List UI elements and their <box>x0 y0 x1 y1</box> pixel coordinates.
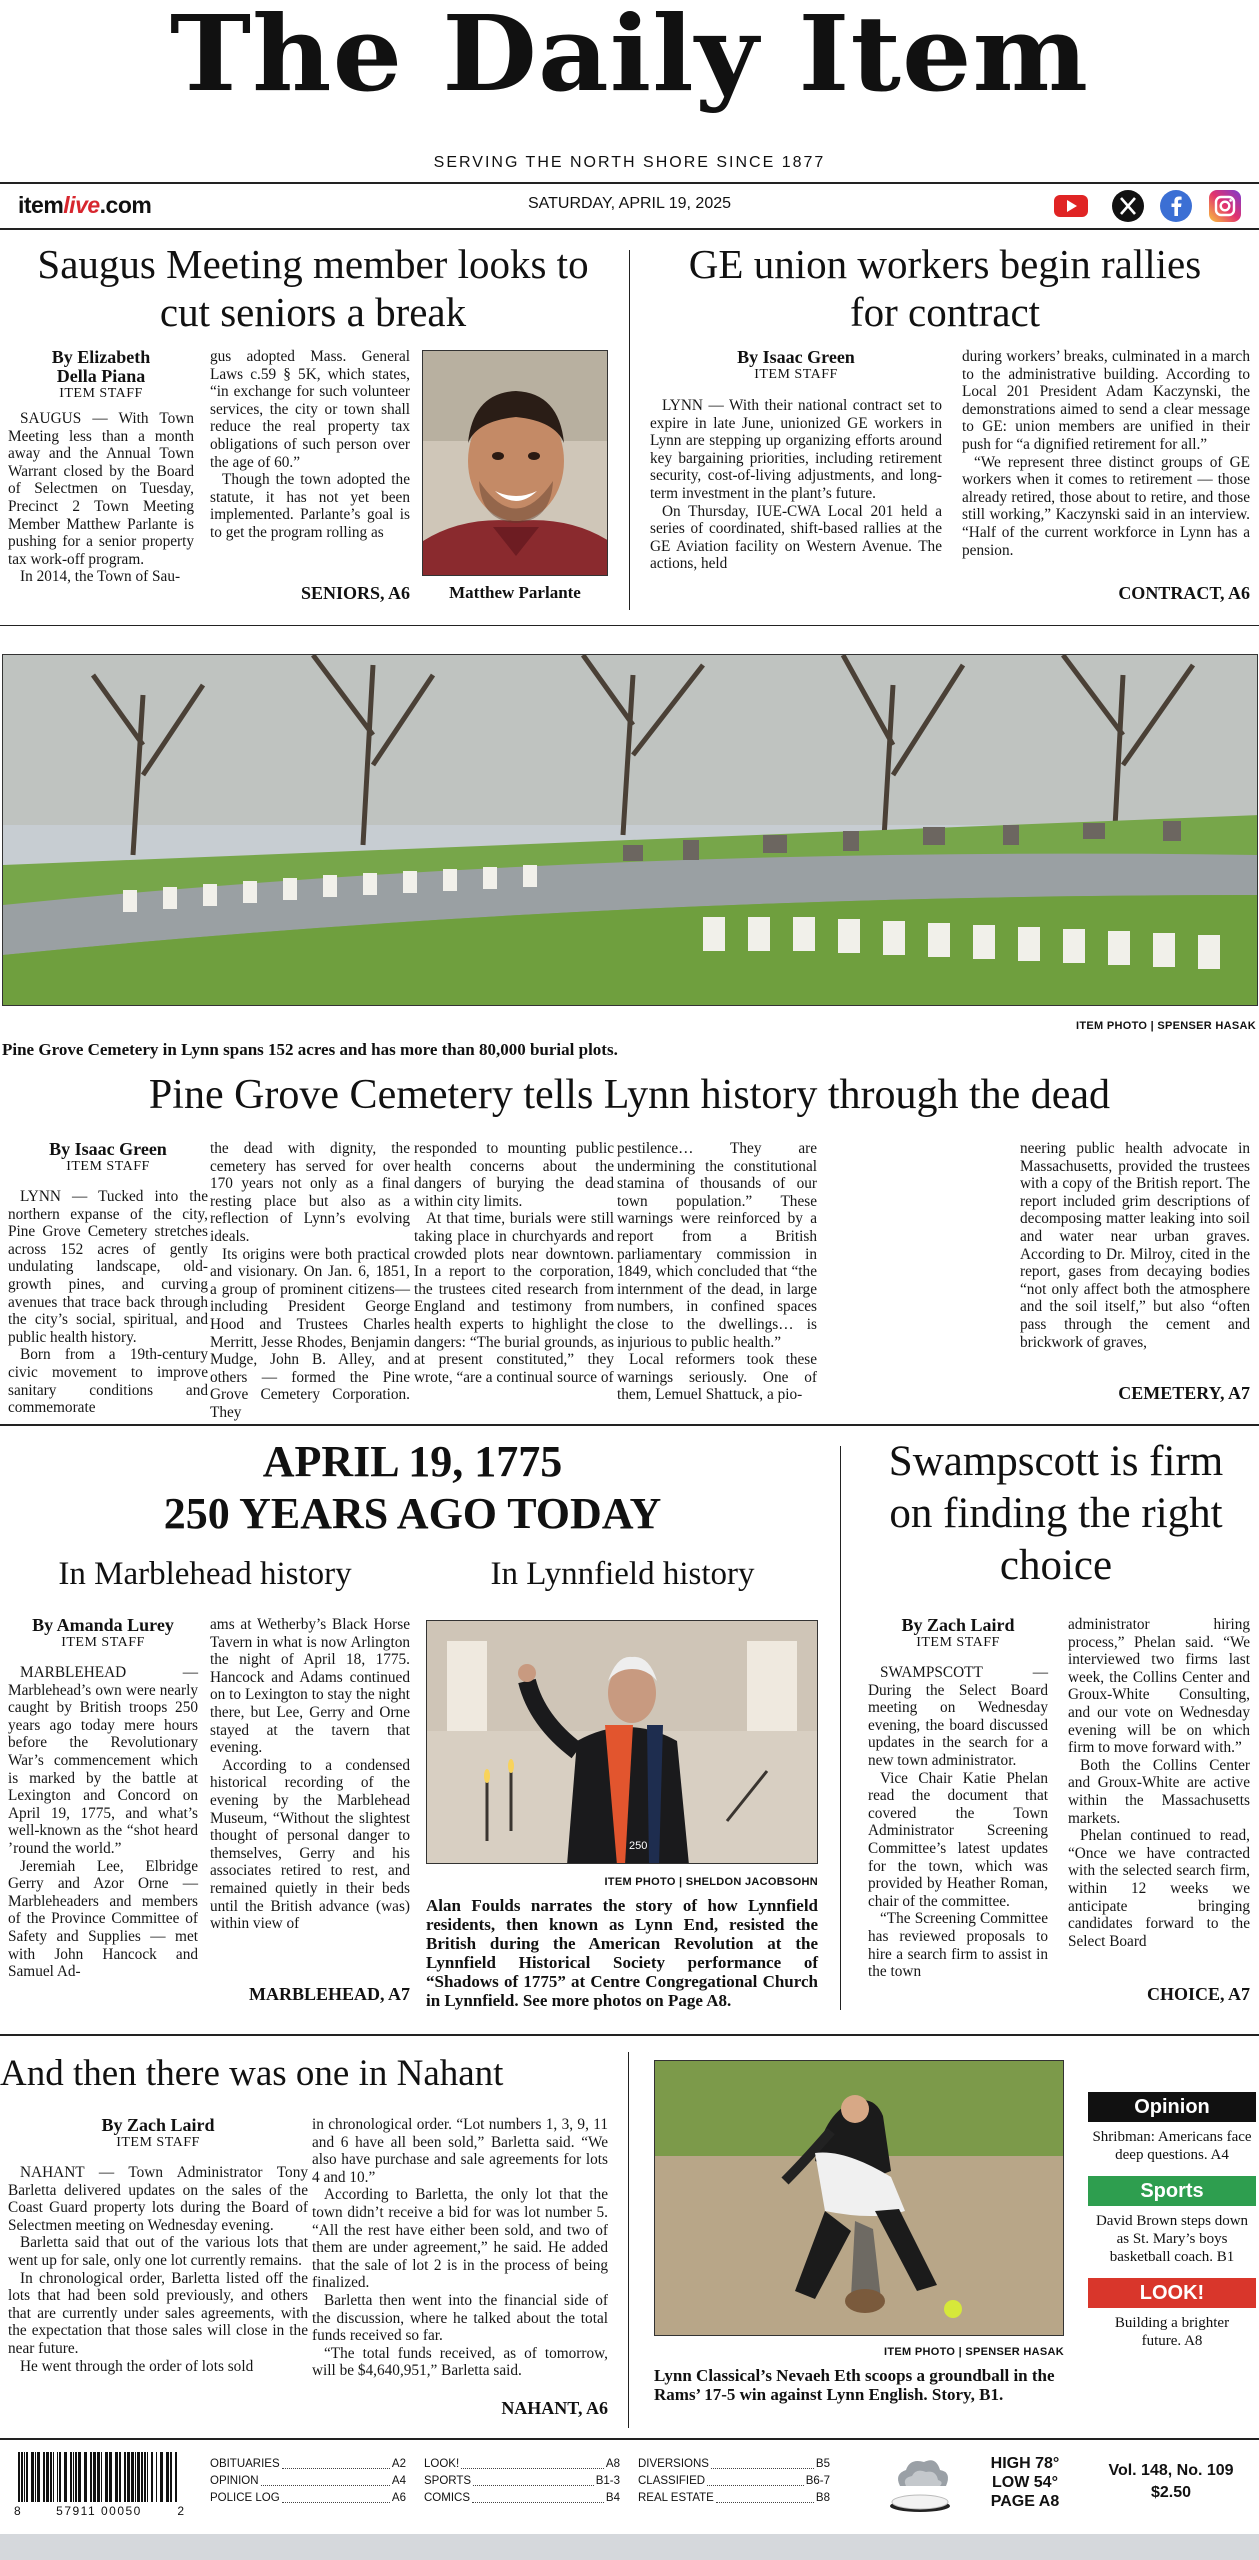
swampscott-col1-p1: SWAMPSCOTT — During the Select Board meeting on Wednesday evening, the board discussed updates in the search for a new town administrator. <box>868 1664 1048 1769</box>
volume-number: Vol. 148, No. 109 <box>1108 2462 1234 2479</box>
index-page: B8 <box>815 2492 830 2504</box>
swampscott-staff: ITEM STAFF <box>916 1635 1000 1650</box>
swampscott-jump[interactable]: CHOICE, A7 <box>1146 1984 1250 2004</box>
swampscott-col1-p3: “The Screening Committee has reviewed proposals to hire a search firm to assist in the town <box>868 1910 1048 1981</box>
swampscott-headline[interactable]: Swampscott is firm on finding the right choice <box>888 1438 1224 1589</box>
saugus-jump[interactable]: SENIORS, A6 <box>300 583 410 603</box>
promo-look-text: Building a brighter future. A8 <box>1114 2315 1230 2349</box>
instagram-icon[interactable] <box>1209 190 1241 222</box>
ge-jump[interactable]: CONTRACT, A6 <box>1118 583 1250 603</box>
nahant-col2 <box>312 2116 608 2380</box>
cemetery-byline-block <box>8 1140 208 1175</box>
cemetery-col1-p2: Born from a 19th-century civic movement to improve sanitary conditions and commemorate <box>8 1346 208 1417</box>
index-name: POLICE LOG <box>210 2492 280 2504</box>
index-name: DIVERSIONS <box>638 2458 709 2470</box>
barcode-bar <box>31 2452 34 2502</box>
nahant-col2-p4: “The total funds received, as of tomorrow, will be $4,640,951,” Barletta said. <box>312 2344 608 2380</box>
barcode-bar <box>151 2452 153 2502</box>
ge-col1-p2: On Thursday, IUE-CWA Local 201 held a series of coordinated, shift-based rallies at the GE Aviation facility on Western Avenue. The actions, held <box>650 502 942 573</box>
barcode-bar <box>115 2452 118 2502</box>
barcode-bar <box>175 2452 177 2502</box>
barcode-bar <box>156 2452 157 2502</box>
price: $2.50 <box>1150 2484 1192 2501</box>
index-name: LOOK! <box>424 2458 460 2470</box>
nahant-col2-p3: Barletta then went into the financial side of the discussion, where he talked about the total funds received so far. <box>312 2291 608 2345</box>
barcode-bar <box>37 2452 40 2502</box>
marblehead-byline-block <box>8 1616 198 1651</box>
marblehead-jump[interactable]: MARBLEHEAD, A7 <box>248 1984 410 2004</box>
cemetery-headline[interactable]: Pine Grove Cemetery tells Lynn history through the dead <box>148 1072 1111 1118</box>
barcode-bar <box>124 2452 126 2502</box>
promo-look[interactable] <box>1088 2278 1256 2350</box>
nahant-jump[interactable]: NAHANT, A6 <box>501 2398 608 2418</box>
youtube-icon[interactable] <box>1054 194 1088 218</box>
swampscott-col2-p3: Phelan continued to read, “Once we have contracted with the selected search firm, within 12 weeks we anticipate bringing candidates forward to the Select Board <box>1068 1827 1250 1950</box>
site-accent: live <box>63 192 100 218</box>
weather-icon <box>880 2450 960 2514</box>
saugus-col1 <box>8 410 194 586</box>
cemetery-photo-credit: ITEM PHOTO | SPENSER HASAK <box>1076 1020 1256 1032</box>
index-page: A2 <box>391 2458 406 2470</box>
marblehead-col2 <box>210 1616 410 1933</box>
barcode-bar <box>43 2452 45 2502</box>
barcode-bar <box>109 2452 112 2502</box>
saugus-byline: By Elizabeth Della Piana <box>51 347 151 386</box>
barcode-bar <box>35 2452 36 2502</box>
nahant-col1-p1: NAHANT — Town Administrator Tony Barletta delivered updates on the sales of the Coast Guard property lots during the Board of Selectmen meeting on Wednesday evening. <box>8 2164 308 2234</box>
volume-block <box>1090 2462 1252 2502</box>
column-divider-bottom <box>628 2052 629 2428</box>
ge-headline[interactable]: GE union workers begin rallies for contract <box>688 241 1202 335</box>
index-name: CLASSIFIED <box>638 2475 706 2487</box>
saugus-col2-p1: gus adopted Mass. General Laws c.59 § 5K, which states, “in exchange for such volunteer services, the city or town shall reduce the real property tax obligations of such person over the age of 60.” <box>210 348 410 471</box>
index-row[interactable] <box>424 2490 620 2507</box>
barcode-bar <box>84 2452 87 2502</box>
cemetery-col3-p1: responded to mounting public health concerns about the dangers of burying the dead within city limits. <box>414 1140 614 1210</box>
cemetery-col2-p1: the dead with dignity, the cemetery has served for over 170 years not only as a final resting place but also as a reflection of Lynn’s evolving ideals. <box>210 1140 410 1245</box>
softball-photo-caption: Lynn Classical’s Nevaeh Eth scoops a groundball in the Rams’ 17-5 win against Lynn English. Story, B1. <box>654 2366 1055 2404</box>
barcode-bar <box>135 2452 136 2502</box>
foulds-photo-credit: ITEM PHOTO | SHELDON JACOBSOHN <box>604 1876 818 1888</box>
barcode-bar <box>147 2452 148 2502</box>
index-page: A8 <box>605 2458 620 2470</box>
weather-high: HIGH 78° <box>990 2455 1060 2472</box>
promo-sports[interactable] <box>1088 2176 1256 2266</box>
barcode-bar <box>131 2452 134 2502</box>
ge-byline-block <box>650 348 942 383</box>
nahant-byline-block <box>8 2116 308 2151</box>
barcode-bar <box>93 2452 96 2502</box>
index-row[interactable] <box>424 2473 620 2490</box>
cemetery-col4-p1: pestilence… They are undermining the constitutional stamina of thousands of our town population.” These warnings were reinforced by a report from a British parliamentary commission in 1849, which concluded that “the internment of the dead, in large numbers, in confined spaces close to the dwellings… is injurious to public health.” <box>617 1140 817 1351</box>
topbar <box>0 184 1259 228</box>
swampscott-col1-p2: Vice Chair Katie Phelan read the document that covered the Town Administrator Screening Committee’s latest updates for the town, which was provided by Heather Roman, chair of the committee. <box>868 1769 1048 1910</box>
barcode-bar <box>119 2452 121 2502</box>
barcode-bar <box>21 2452 23 2502</box>
nahant-headline[interactable]: And then there was one in Nahant <box>0 2053 504 2094</box>
masthead-rule-bottom <box>0 228 1259 230</box>
masthead-title: The Daily Item <box>169 0 1090 115</box>
issue-date: SATURDAY, APRIL 19, 2025 <box>527 195 732 212</box>
anniversary-headline-line2: 250 YEARS AGO TODAY <box>163 1489 662 1538</box>
barcode-bar <box>73 2452 74 2502</box>
masthead-tagline: SERVING THE NORTH SHORE SINCE 1877 <box>433 154 826 171</box>
foulds-photo-caption: Alan Foulds narrates the story of how Lynnfield residents, then known as Lynn End, resisted the British during the American Revolution at the Lynnfield Historical Society performance of “Shadows of 1775” at Centre Congregational Church in Lynnfield. See more photos on Page A8. <box>426 1896 818 2010</box>
promo-look-label: LOOK! <box>1088 2278 1256 2308</box>
barcode-bar <box>26 2452 28 2502</box>
barcode-bar <box>97 2452 100 2502</box>
barcode <box>14 2452 184 2516</box>
index-name: COMICS <box>424 2492 470 2504</box>
cemetery-col3-p2: At that time, burials were still taking place in churchyards and crowded plots near downtown. In a report to the corporation, the trustees cited research from England and testimony from health experts to highlight the dangers: “The burial grounds, as at present constituted,” they wrote, “are a continual source of <box>414 1210 614 1386</box>
column-divider-mid <box>840 1446 841 2010</box>
masthead <box>0 0 1259 182</box>
ge-byline: By Isaac Green <box>737 347 855 367</box>
barcode-bar <box>127 2452 130 2502</box>
marblehead-subhead[interactable]: In Marblehead history <box>58 1556 352 1592</box>
barcode-bars <box>14 2452 184 2502</box>
barcode-bar <box>101 2452 102 2502</box>
barcode-bar <box>57 2452 58 2502</box>
barcode-bar <box>70 2452 72 2502</box>
column-divider-top <box>629 250 630 610</box>
saugus-staff: ITEM STAFF <box>59 386 143 401</box>
cemetery-photo[interactable] <box>2 654 1258 1006</box>
index-page: B6-7 <box>805 2475 830 2487</box>
ge-staff: ITEM STAFF <box>754 367 838 382</box>
barcode-bar <box>53 2452 54 2502</box>
weather-low: LOW 54° <box>992 2474 1058 2491</box>
index-page: B1-3 <box>595 2475 620 2487</box>
barcode-bar <box>78 2452 81 2502</box>
barcode-bar <box>46 2452 49 2502</box>
nahant-col1-p4: He went through the order of lots sold <box>20 2357 254 2375</box>
foulds-photo[interactable] <box>426 1620 818 1864</box>
promo-sports-label: Sports <box>1088 2176 1256 2206</box>
index-row[interactable] <box>210 2490 406 2507</box>
section-rule-1 <box>0 625 1259 626</box>
saugus-headline[interactable]: Saugus Meeting member looks to cut seniors a break <box>37 241 589 335</box>
promo-opinion-label: Opinion <box>1088 2092 1256 2122</box>
barcode-bar <box>137 2452 140 2502</box>
cemetery-col3 <box>414 1140 614 1386</box>
marblehead-col1-p2: Jeremiah Lee, Elbridge Gerry and Azor Orne — Marbleheaders and members of the Province Committee of Safety and Supplies — met with John Hancock and Samuel Ad- <box>8 1857 198 1981</box>
footer-rule <box>0 2438 1259 2440</box>
cemetery-staff: ITEM STAFF <box>66 1159 150 1174</box>
index-page: A6 <box>391 2492 406 2504</box>
index-name: OPINION <box>210 2475 259 2487</box>
barcode-bar <box>24 2452 25 2502</box>
index-row[interactable] <box>638 2490 830 2507</box>
saugus-col1-p2: In 2014, the Town of Sau- <box>20 568 181 586</box>
cemetery-col2-p2: Its origins were both practical and visionary. On Jan. 6, 1851, a group of prominent citizens—including President George Hood and Trustees Charles Merritt, Jesse Rhodes, Benjamin Mudge, John B. Alley, and others — formed the Pine Grove Cemetery Corporation. They <box>210 1245 410 1421</box>
anniversary-headline-line1: APRIL 19, 1775 <box>262 1437 563 1486</box>
index-page: B4 <box>605 2492 620 2504</box>
swampscott-col1 <box>868 1664 1048 1981</box>
promo-column <box>1088 2092 1256 2350</box>
barcode-bar <box>141 2452 143 2502</box>
index-col3 <box>638 2456 830 2507</box>
index-name: SPORTS <box>424 2475 472 2487</box>
marblehead-col1 <box>8 1664 198 1981</box>
section-rule-2 <box>0 1424 1259 1426</box>
marblehead-byline: By Amanda Lurey <box>32 1615 174 1635</box>
cemetery-col4-p2: Local reformers took these warnings seriously. One of them, Lemuel Shattuck, a pio- <box>617 1351 817 1404</box>
anniversary-headline[interactable] <box>0 1436 825 1540</box>
barcode-bar <box>105 2452 108 2502</box>
index-row[interactable] <box>210 2456 406 2473</box>
section-rule-3 <box>0 2034 1259 2036</box>
swampscott-byline-block <box>868 1616 1048 1651</box>
promo-opinion[interactable] <box>1088 2092 1256 2164</box>
promo-sports-text: David Brown steps down as St. Mary’s boys basketball coach. B1 <box>1095 2213 1249 2265</box>
barcode-right-digit: 2 <box>177 2504 184 2518</box>
weather-page: PAGE A8 <box>990 2493 1060 2510</box>
barcode-bar <box>59 2452 61 2502</box>
promo-opinion-text: Shribman: Americans face deep questions. A4 <box>1092 2129 1252 2163</box>
cemetery-photo-caption: Pine Grove Cemetery in Lynn spans 152 acres and has more than 80,000 burial plots. <box>2 1040 618 1059</box>
softball-photo[interactable] <box>654 2060 1064 2336</box>
lynnfield-subhead[interactable]: In Lynnfield history <box>490 1556 755 1592</box>
nahant-col1 <box>8 2164 308 2375</box>
nahant-col2-p2: According to Barletta, the only lot that the town didn’t receive a bid for was lot number 5. “All the rest have either been sold, and two of them are under agreement,” he said. He added that the sale of lot 2 is in the process of being finalized. <box>312 2186 608 2292</box>
barcode-mid-digits: 57911 00050 <box>56 2504 142 2518</box>
index-name: REAL ESTATE <box>638 2492 714 2504</box>
softball-photo-credit: ITEM PHOTO | SPENSER HASAK <box>884 2346 1064 2358</box>
barcode-bar <box>90 2452 92 2502</box>
x-icon[interactable] <box>1112 190 1144 222</box>
cemetery-col1-p1: LYNN — Tucked into the northern expanse of the city, Pine Grove Cemetery stretches across 152 acres of gently undulating landscape, old-growth pines, and curving avenues that trace back through the city’s social, spiritual, and public health history. <box>8 1188 208 1346</box>
cemetery-col5-p1: neering public health advocate in Massachusetts, provided the trustees with a copy of the British report. The report included grim descriptions of decomposing matter leaking into soil and water near urban graves. According to Dr. Milroy, cited in the report, gases from decaying bodies “not only affect both the atmosphere and the soil itself,” but also “often pass through the cement and brickwork of graves, <box>1020 1140 1250 1351</box>
barcode-left-digit: 8 <box>14 2504 21 2518</box>
parlante-caption: Matthew Parlante <box>449 583 581 602</box>
index-page: A4 <box>391 2475 406 2487</box>
nahant-byline: By Zach Laird <box>101 2115 215 2135</box>
swampscott-col2-p1: administrator hiring process,” Phelan said. “We interviewed two firms last week, the Collins Center and Groux-White Consulting, and our vote on Wednesday evening will be on which firm to move forward with.” <box>1068 1616 1250 1757</box>
cemetery-col1 <box>8 1188 208 1417</box>
parlante-photo[interactable] <box>422 350 608 576</box>
saugus-byline-block <box>8 348 194 402</box>
barcode-bar <box>64 2452 67 2502</box>
barcode-bar <box>144 2452 146 2502</box>
index-page: B5 <box>815 2458 830 2470</box>
barcode-bar <box>166 2452 169 2502</box>
index-row[interactable] <box>210 2473 406 2490</box>
cemetery-col2 <box>210 1140 410 1422</box>
barcode-bar <box>50 2452 52 2502</box>
index-col2 <box>424 2456 620 2507</box>
cemetery-col5 <box>1020 1140 1250 1351</box>
facebook-icon[interactable] <box>1160 190 1192 222</box>
site-prefix: item <box>18 192 64 218</box>
sash-label: 250 <box>629 1840 648 1852</box>
barcode-bar <box>170 2452 172 2502</box>
nahant-col2-p1: in chronological order. “Lot numbers 1, 3, 9, 11 and 6 have all been sold,” Barletta said. “We also have purchase and sale agreements for lots 4 and 10.” <box>312 2116 608 2186</box>
nahant-staff: ITEM STAFF <box>116 2135 200 2150</box>
cemetery-jump[interactable]: CEMETERY, A7 <box>1118 1383 1250 1403</box>
cemetery-byline: By Isaac Green <box>49 1139 167 1159</box>
index-row[interactable] <box>424 2456 620 2473</box>
marblehead-col1-p1: MARBLEHEAD — Marblehead’s own were nearly caught by British troops 250 years ago today mere hours before the Revolutionary War’s commencement which is marked by the battle at Lexington and Concord on April 19, 1775, and what’s well-known as the “shot heard ’round the world.” <box>8 1664 198 1857</box>
swampscott-col2-p2: Both the Collins Center and Groux-White are active within the Massachusetts markets. <box>1068 1756 1250 1827</box>
bottom-band <box>0 2534 1259 2560</box>
barcode-bar <box>160 2452 163 2502</box>
swampscott-col2 <box>1068 1616 1250 1950</box>
site-suffix: .com <box>99 192 152 218</box>
barcode-bar <box>18 2452 20 2502</box>
marblehead-col2-p2: According to a condensed historical recording of the evening by the Marblehead Museum, “Without the slightest thought of personal danger to themselves, Gerry and his associates retired to rest, and remained quietly in their beds until the British advance (was) within view of <box>210 1756 410 1933</box>
saugus-col1-p1: SAUGUS — With Town Meeting less than a month away and the Annual Town Warrant closed by the Board of Selectmen on Tuesday, Precinct 2 Town Meeting Member Matthew Parlante is pushing for a senior property tax work-off program. <box>8 410 194 568</box>
ge-col1 <box>650 397 942 573</box>
swampscott-byline: By Zach Laird <box>901 1615 1015 1635</box>
ge-col2-p1: during workers’ breaks, culminated in a march to the administrative building. According to Local 201 President Adam Kaczynski, the demonstrations aimed to send a clear message to GE: union members are unified in their push for “a dignified retirement for all.” <box>962 348 1250 453</box>
marblehead-col2-p1: ams at Wetherby’s Black Horse Tavern in what is now Arlington the night of April 18, 1775. Hancock and Adams continued on to Lexington to stay the night there, but Lee, Gerry and Orne stayed at the tavern that evening. <box>210 1616 410 1757</box>
index-row[interactable] <box>638 2473 830 2490</box>
ge-col1-p1: LYNN — With their national contract set to expire in late June, unionized GE workers in Lynn are stepping up organizing efforts around key bargaining priorities, including retirement security, cost-of-living adjustments, and long-term investment in the plant’s future. <box>650 397 942 502</box>
nahant-col1-p2: Barletta said that out of the various lots that went up for sale, only one lot currently remains. <box>8 2234 308 2269</box>
ge-col2-p2: “We represent three distinct groups of GE workers when it comes to retirement — those already retired, those about to retire, and those still working,” Kaczynski said in an interview. “Half of the current workforce in Lynn has a pension. <box>962 453 1250 559</box>
index-name: OBITUARIES <box>210 2458 280 2470</box>
barcode-bar <box>75 2452 77 2502</box>
nahant-col1-p3: In chronological order, Barletta listed off the lots that had been sold previously, and others that are currently under sales agreements, with the expectation that those sales will close in the near future. <box>8 2269 308 2357</box>
saugus-col2-p2: Though the town adopted the statute, it has not yet been implemented. Parlante’s goal is to get the program rolling as <box>210 471 410 541</box>
cemetery-col4 <box>617 1140 817 1404</box>
weather-block[interactable] <box>970 2454 1080 2511</box>
marblehead-staff: ITEM STAFF <box>61 1635 145 1650</box>
index-row[interactable] <box>638 2456 830 2473</box>
index-col1 <box>210 2456 406 2507</box>
ge-col2 <box>962 348 1250 559</box>
saugus-col2 <box>210 348 410 542</box>
